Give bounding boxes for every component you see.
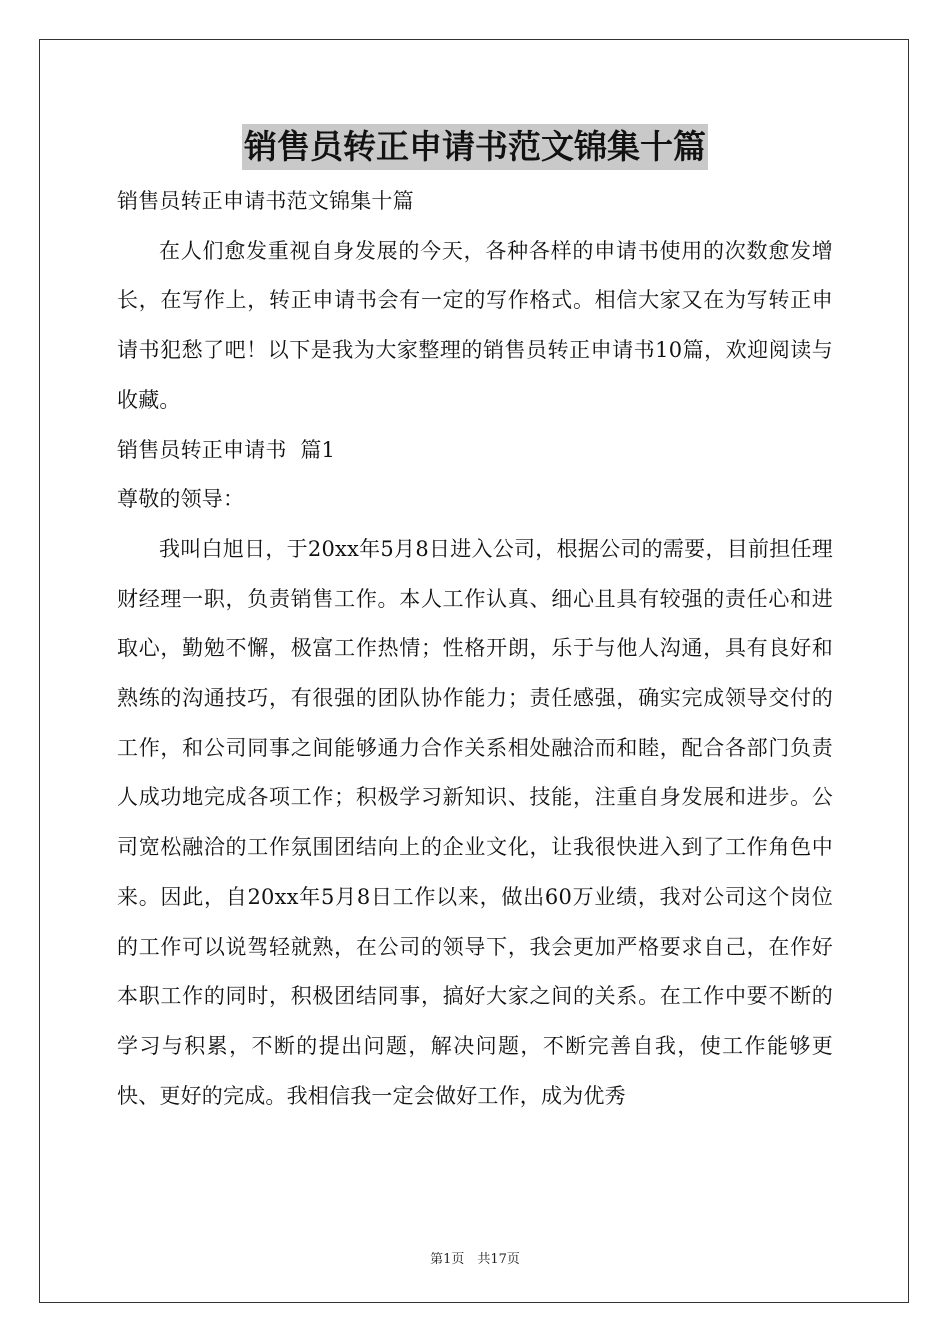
intro-paragraph: 在人们愈发重视自身发展的今天，各种各样的申请书使用的次数愈发增长，在写作上，转正申请书会有一定的写作格式。相信大家又在为写转正申请书犯愁了吧！以下是我为大家整理的销售员转正申请书10篇，欢迎阅读与收藏。 — [117, 238, 833, 412]
document-title — [0, 124, 950, 174]
salutation: 尊敬的领导： — [117, 487, 245, 512]
document-subtitle: 销售员转正申请书范文锦集十篇 — [117, 189, 414, 213]
section-heading: 销售员转正申请书 篇1 — [117, 437, 336, 462]
body-paragraph: 我叫白旭日，于20xx年5月8日进入公司，根据公司的需要，目前担任理财经理一职，负责销售工作。本人工作认真、细心且具有较强的责任心和进取心，勤勉不懈，极富工作热情；性格开朗，乐于与他人沟通，具有良好和熟练的沟通技巧，有很强的团队协作能力；责任感强，确实完成领导交付的工作，和公司同事之间能够通力合作关系相处融洽而和睦，配合各部门负责人成功地完成各项工作；积极学习新知识、技能，注重自身发展和进步。公司宽松融洽的工作氛围团结向上的企业文化，让我很快进入到了工作角色中来。因此，自20xx年5月8日工作以来，做出60万业绩，我对公司这个岗位的工作可以说驾轻就熟，在公司的领导下，我会更加严格要求自己，在作好本职工作的同时，积极团结同事，搞好大家之间的关系。在工作中要不断的学习与积累，不断的提出问题，解决问题，不断完善自我，使工作能够更快、更好的完成。我相信我一定会做好工作，成为优秀 — [117, 536, 833, 1108]
page-number: 第1页 共17页 — [430, 1252, 520, 1267]
document-title-text: 销售员转正申请书范文锦集十篇 — [242, 124, 708, 170]
page-footer — [0, 1248, 950, 1267]
document-body — [117, 177, 833, 1121]
